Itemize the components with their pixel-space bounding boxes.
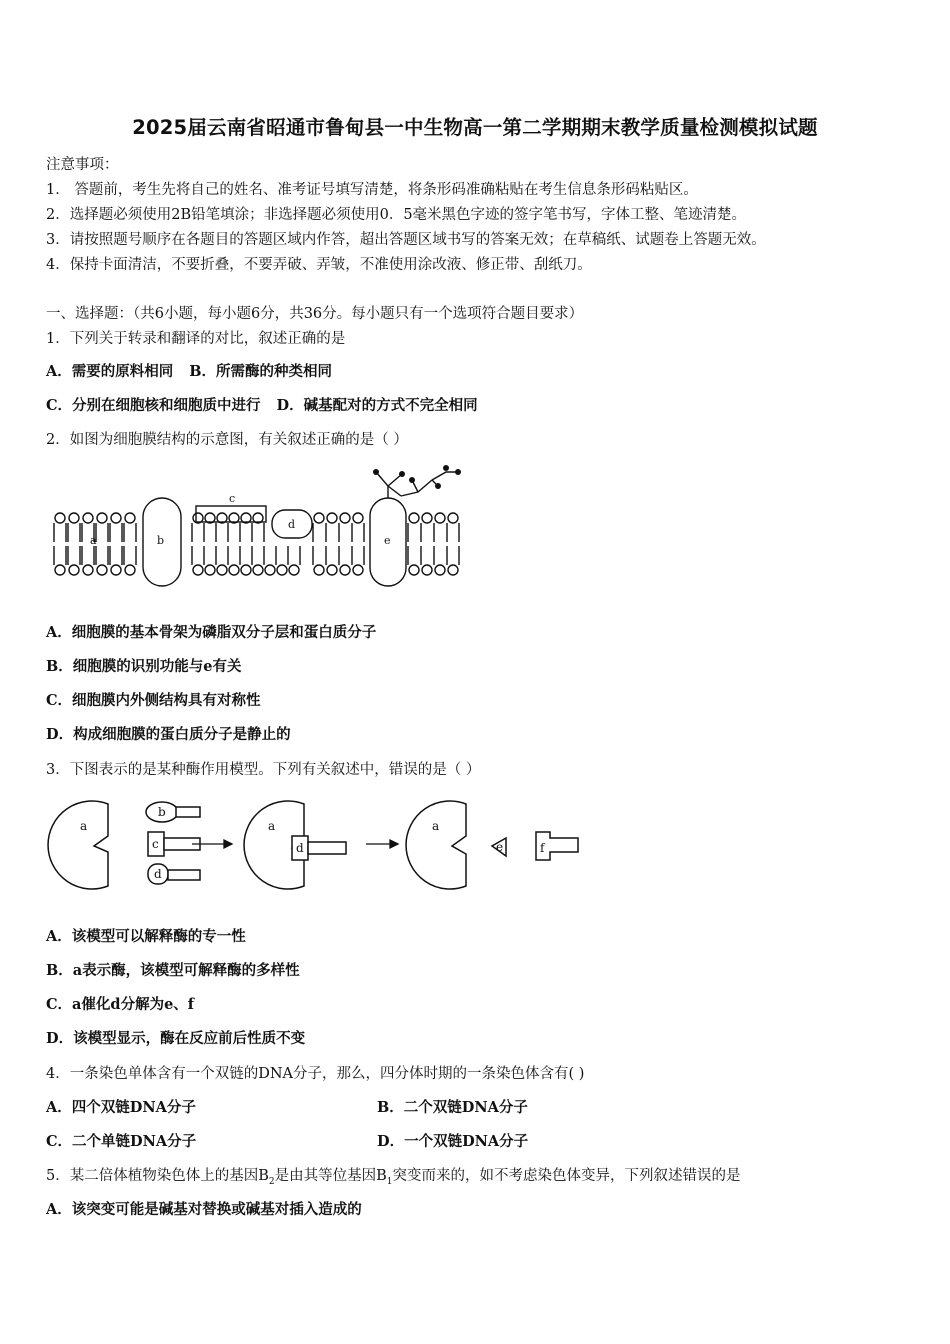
notice-heading: 注意事项： bbox=[46, 157, 119, 173]
q3-option-b: B．a表示酶，该模型可解释酶的多样性 bbox=[46, 962, 300, 979]
q4-stem: 4．一条染色单体含有一个双链的DNA分子，那么，四分体时期的一条染色体含有( ) bbox=[46, 1066, 585, 1082]
q2-option-c: C．细胞膜内外侧结构具有对称性 bbox=[46, 692, 261, 709]
label-d: d bbox=[288, 518, 296, 531]
enzyme-a-1 bbox=[48, 801, 108, 889]
label-e: e bbox=[384, 534, 391, 547]
q4-option-b: B．二个双链DNA分子 bbox=[377, 1099, 528, 1116]
page-title: 2025届云南省昭通市鲁甸县一中生物高一第二学期期末教学质量检测模拟试题 bbox=[132, 116, 818, 139]
q3-stem: 3．下图表示的是某种酶作用模型。下列有关叙述中，错误的是（ ） bbox=[46, 762, 481, 778]
q3-option-a: A．该模型可以解释酶的专一性 bbox=[46, 928, 246, 945]
q1-option-b: B．所需酶的种类相同 bbox=[189, 363, 333, 380]
label-c: c bbox=[229, 492, 236, 505]
q5-stem-part2: 是由其等位基因B bbox=[274, 1168, 387, 1184]
q5-sub-1: 1 bbox=[386, 1176, 393, 1187]
q1-options-row1 bbox=[46, 360, 332, 381]
q1-option-d: D．碱基配对的方式不完全相同 bbox=[276, 397, 478, 414]
label-a: a bbox=[90, 534, 97, 547]
q2-option-b: B．细胞膜的识别功能与e有关 bbox=[46, 658, 242, 675]
q4-option-a: A．四个双链DNA分子 bbox=[46, 1099, 196, 1116]
label-d-bound: d bbox=[296, 841, 304, 855]
q4-option-c: C．二个单链DNA分子 bbox=[46, 1133, 197, 1150]
section-heading: 一、选择题：（共6小题，每小题6分，共36分。每小题只有一个选项符合题目要求） bbox=[46, 306, 584, 322]
label-b: b bbox=[158, 805, 166, 819]
enzyme-model-figure bbox=[46, 790, 596, 900]
label-a-3: a bbox=[432, 819, 440, 833]
notice-item-3: 3．请按照题号顺序在各题目的答题区域内作答，超出答题区域书写的答案无效；在草稿纸、试题卷上答题无效。 bbox=[46, 232, 766, 248]
q5-stem-part3: 突变而来的，如不考虑染色体变异，下列叙述错误的是 bbox=[392, 1168, 741, 1184]
enzyme-a-3 bbox=[406, 801, 466, 889]
q1-option-a: A．需要的原料相同 bbox=[46, 363, 174, 380]
label-a-2: a bbox=[268, 819, 276, 833]
q5-stem-part1: 5．某二倍体植物染色体上的基因B bbox=[46, 1168, 269, 1184]
q5-option-a: A．该突变可能是碱基对替换或碱基对插入造成的 bbox=[46, 1201, 362, 1218]
q1-option-c: C．分别在细胞核和细胞质中进行 bbox=[46, 397, 261, 414]
cell-membrane-figure bbox=[46, 458, 466, 588]
label-c: c bbox=[152, 837, 159, 851]
q2-option-d: D．构成细胞膜的蛋白质分子是静止的 bbox=[46, 726, 291, 743]
label-a-1: a bbox=[80, 819, 88, 833]
q5-sub-2: 2 bbox=[268, 1176, 275, 1187]
q1-stem: 1．下列关于转录和翻译的对比，叙述正确的是 bbox=[46, 331, 346, 347]
notice-item-1: 1． 答题前，考生先将自己的姓名、准考证号填写清楚，将条形码准确粘贴在考生信息条形码粘贴区。 bbox=[46, 182, 698, 198]
label-b: b bbox=[157, 534, 165, 547]
notice-item-4: 4．保持卡面清洁，不要折叠，不要弄破、弄皱，不准使用涂改液、修正带、刮纸刀。 bbox=[46, 257, 592, 273]
label-f: f bbox=[540, 841, 545, 855]
q3-option-d: D．该模型显示，酶在反应前后性质不变 bbox=[46, 1030, 306, 1047]
q1-options-row2 bbox=[46, 394, 478, 415]
q3-option-c: C．a催化d分解为e、f bbox=[46, 996, 195, 1013]
label-d: d bbox=[154, 867, 162, 881]
q2-option-a: A．细胞膜的基本骨架为磷脂双分子层和蛋白质分子 bbox=[46, 624, 377, 641]
q2-stem: 2．如图为细胞膜结构的示意图，有关叙述正确的是（ ） bbox=[46, 432, 408, 448]
q4-option-d: D．一个双链DNA分子 bbox=[377, 1133, 529, 1150]
label-e: e bbox=[496, 840, 504, 854]
notice-item-2: 2．选择题必须使用2B铅笔填涂；非选择题必须使用0．5毫米黑色字迹的签字笔书写，字体工整、笔迹清楚。 bbox=[46, 207, 747, 223]
q5-stem bbox=[46, 1164, 741, 1187]
